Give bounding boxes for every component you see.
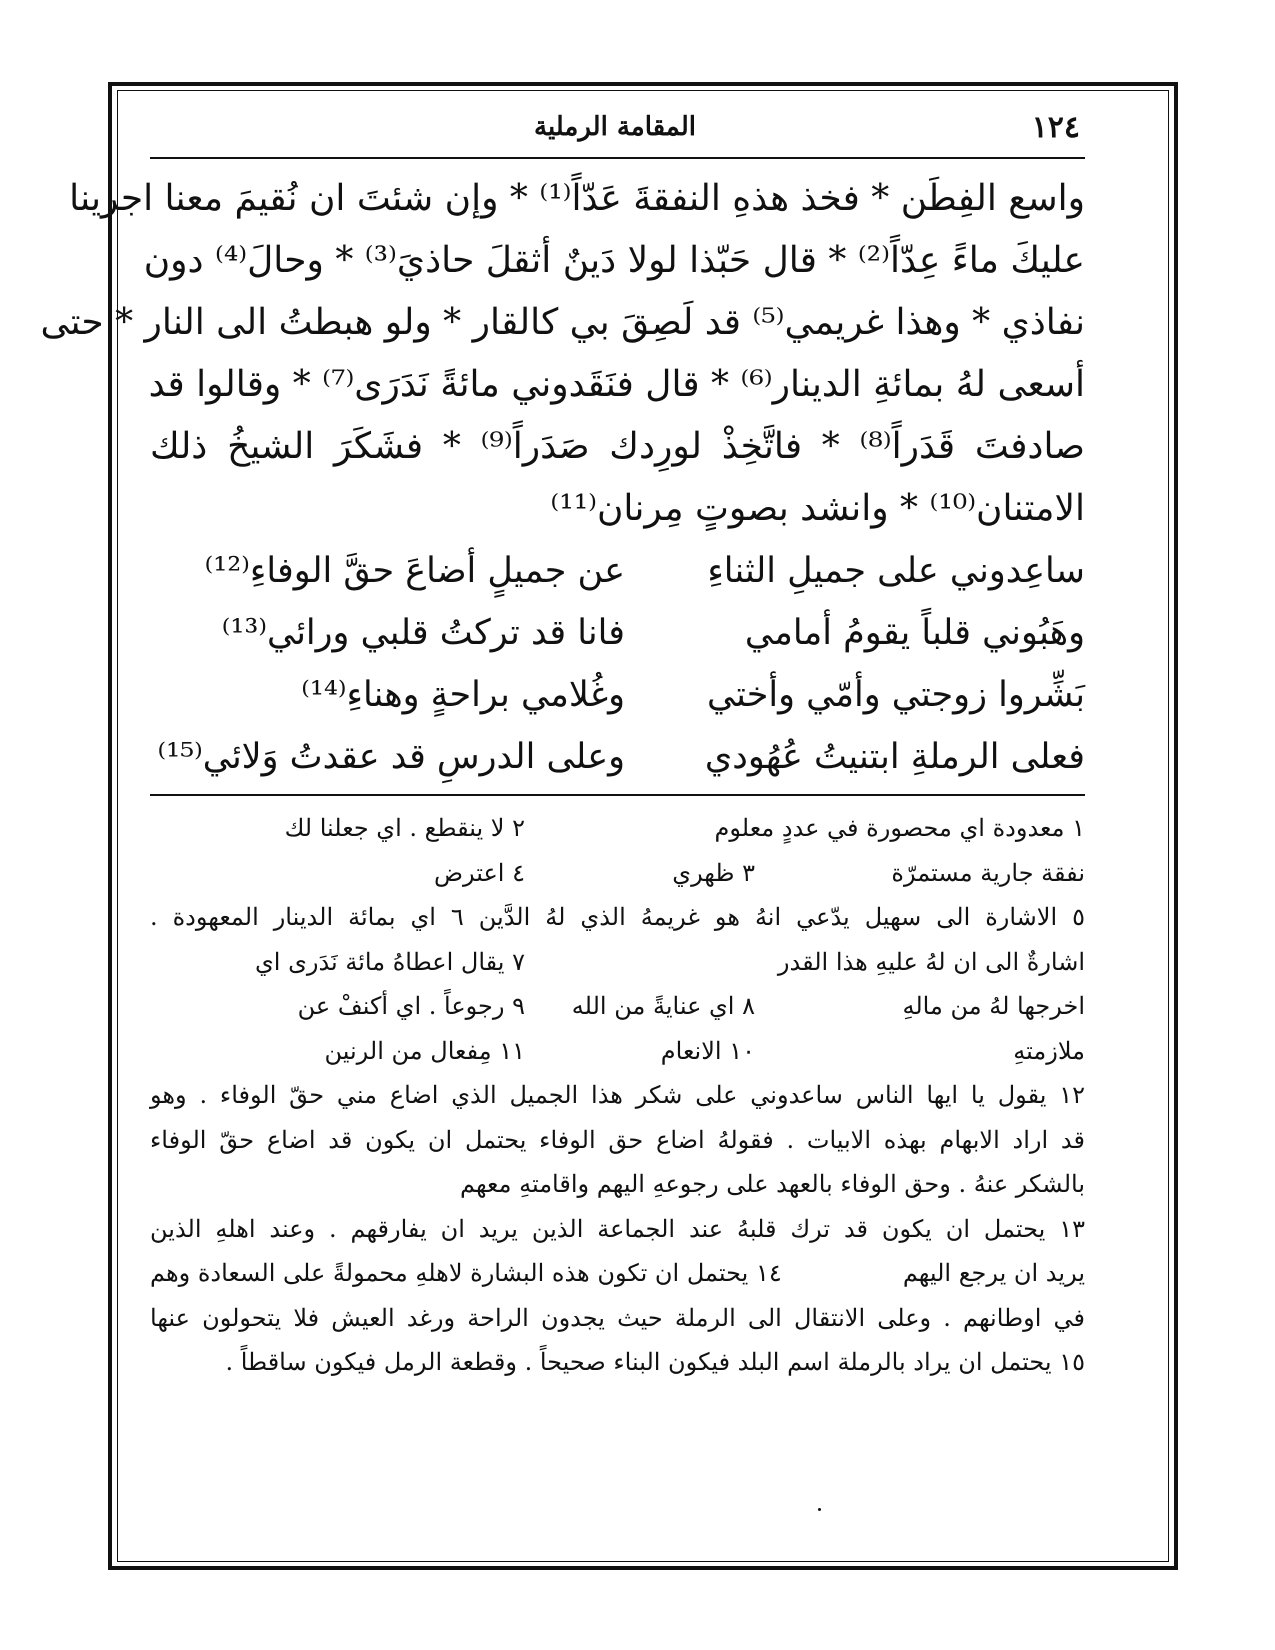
footnote-9-cont: ملازمتهِ <box>1013 1036 1085 1065</box>
verse-first-hemistich: فعلى الرملةِ ابتنيتُ عُهُودي <box>704 737 1085 777</box>
footnote-line <box>150 1251 1085 1296</box>
prose-line: الامتنان⁽¹⁰⁾ * وانشد بصوتٍ مِرنان⁽¹¹⁾ <box>550 488 1085 529</box>
footnote-13-cont: يريد ان يرجع اليهم <box>902 1259 1085 1287</box>
ink-dot <box>818 1508 821 1511</box>
footnote-3: ٣ ظهري <box>672 858 755 887</box>
footnote-12-cont: بالشكر عنهُ . وحق الوفاء بالعهد على رجوعهِ اليهم واقامتهِ معهم <box>459 1170 1085 1198</box>
prose-line: واسع الفِطَن * فخذ هذهِ النفقةَ عَدّاً⁽¹⁾ * وإن شئتَ ان نُقيمَ معنا اجرينا <box>69 178 1085 219</box>
footnote-14: ١٤ يحتمل ان تكون هذه البشارة لاهلهِ محمولةً على السعادة وهم <box>150 1259 782 1287</box>
running-title: المقامة الرملية <box>534 112 696 142</box>
prose-line: نفاذي * وهذا غريمي⁽⁵⁾ قد لَصِقَ بي كالقار * ولو هبطتُ الى النار * حتى <box>40 302 1085 343</box>
footnote-line <box>150 940 1085 985</box>
footnote-14-cont: في اوطانهم . وعلى الانتقال الى الرملة حيث يجدون الراحة ورغد العيش فلا يتحولون عنها <box>150 1303 1085 1332</box>
verse-second-hemistich: وعلى الدرسِ قد عقدتُ وَلائي⁽¹⁵⁾ <box>157 737 625 777</box>
footnote-line <box>150 851 1085 896</box>
footnote-4: ٤ اعترض <box>433 858 525 887</box>
verse-second-hemistich: فانا قد تركتُ قلبي ورائي⁽¹³⁾ <box>221 613 625 653</box>
verse-first-hemistich: وهَبُوني قلباً يقومُ أمامي <box>744 613 1085 653</box>
verse <box>150 664 1085 726</box>
footnote-5-6: ٥ الاشارة الى سهيل يدّعي انهُ هو غريمهُ الذي لهُ الدَّين ٦ اي بمائة الدينار المعهودة . <box>150 903 1086 931</box>
footnote-12-cont: قد اراد الابهام بهذه الابيات . فقولهُ اضاع حق الوفاء يحتمل ان يكون قد اضاع حقّ الوفاء <box>150 1125 1085 1154</box>
page-number: ١٢٤ <box>1031 110 1080 145</box>
prose-line: أسعى لهُ بمائةِ الدينار⁽⁶⁾ * قال فنَقَدوني مائةً نَدَرَى⁽⁷⁾ * وقالوا قد <box>148 364 1085 405</box>
header-rule <box>150 157 1085 159</box>
verse-first-hemistich: بَشِّروا زوجتي وأمّي وأختي <box>707 675 1085 715</box>
footnote-line <box>150 806 1085 851</box>
footnote-7-cont: اخرجها لهُ من مالهِ <box>902 992 1085 1020</box>
verse-second-hemistich: وغُلامي براحةٍ وهناءِ⁽¹⁴⁾ <box>301 675 625 715</box>
verse <box>150 726 1085 788</box>
footnote-7: ٧ يقال اعطاهُ مائة نَدَرى اي <box>255 947 525 976</box>
verse <box>150 540 1085 602</box>
footnote-13: ١٣ يحتمل ان يكون قد ترك قلبهُ عند الجماعة الذين يريد ان يفارقهم . وعند اهلهِ الذين <box>150 1214 1085 1243</box>
footnote-10: ١٠ الانعام <box>660 1036 755 1065</box>
verse-second-hemistich: عن جميلٍ أضاعَ حقَّ الوفاءِ⁽¹²⁾ <box>204 551 625 591</box>
poem-block <box>150 540 1085 788</box>
footnote-15: ١٥ يحتمل ان يراد بالرملة اسم البلد فيكون البناء صحيحاً . وقطعة الرمل فيكون ساقطاً . <box>225 1348 1085 1376</box>
prose-line: عليكَ ماءً عِدّاً⁽²⁾ * قال حَبّذا لولا دَينٌ أثقلَ حاذيَ⁽³⁾ * وحالَ⁽⁴⁾ دون <box>143 240 1085 281</box>
footnote-line <box>150 1029 1085 1074</box>
footnote-2: ٢ لا ينقطع . اي جعلنا لك <box>284 814 525 842</box>
footnote-line <box>150 984 1085 1029</box>
footnotes <box>150 806 1085 1385</box>
footnote-6-cont: اشارةٌ الى ان لهُ عليهِ هذا القدر <box>777 947 1085 976</box>
footnote-12: ١٢ يقول يا ايها الناس ساعدوني على شكر هذا الجميل الذي اضاع مني حقّ الوفاء . وهو <box>150 1081 1085 1109</box>
footnote-1: ١ معدودة اي محصورة في عددٍ معلوم <box>714 814 1085 842</box>
footnote-1-cont: نفقة جارية مستمرّة <box>891 858 1085 887</box>
footnote-9: ٩ رجوعاً . اي أكنفْ عن <box>297 992 525 1020</box>
verse <box>150 602 1085 664</box>
footnote-11: ١١ مِفعال من الرنين <box>324 1036 525 1065</box>
footnote-8: ٨ اي عنايةً من الله <box>571 992 755 1020</box>
footnote-rule <box>150 794 1085 796</box>
prose-line: صادفتَ قَدَراً⁽⁸⁾ * فاتَّخِذْ لورِدك صَدَراً⁽⁹⁾ * فشَكَرَ الشيخُ ذلك <box>150 426 1086 467</box>
verse-first-hemistich: ساعِدوني على جميلِ الثناءِ <box>707 551 1085 591</box>
prose-block <box>40 168 1086 540</box>
page-header <box>150 108 1080 158</box>
